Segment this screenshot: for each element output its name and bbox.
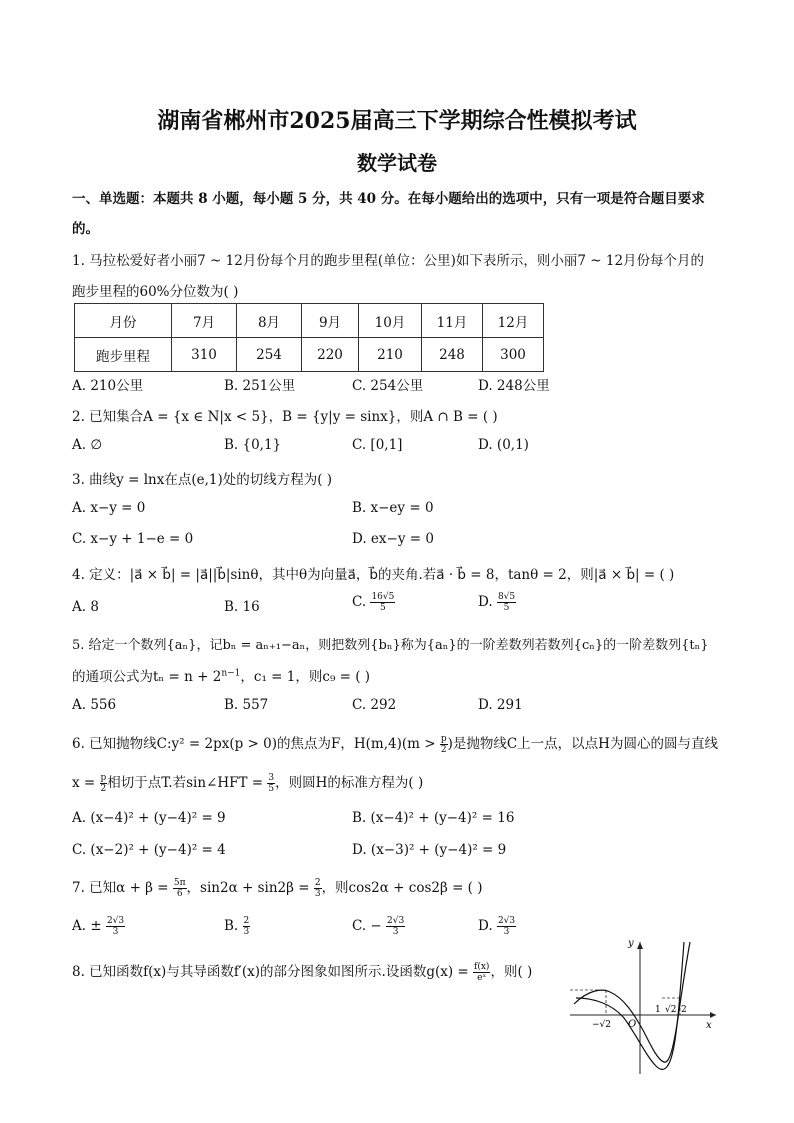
fraction — [173, 878, 187, 899]
fraction — [386, 916, 405, 937]
fraction — [370, 592, 395, 613]
q2-option-d[interactable]: D. (0,1) — [478, 437, 529, 453]
q1-option-d[interactable]: D. 248公里 — [478, 378, 550, 394]
fraction — [106, 916, 125, 937]
q6-option-c[interactable]: C. (x−2)² + (y−4)² = 4 — [72, 842, 226, 858]
fraction-denominator: 5 — [268, 784, 275, 794]
option-prefix: B. — [224, 918, 239, 934]
q3-option-d[interactable]: D. ex−y = 0 — [352, 531, 434, 547]
paper-title: 湖南省郴州市2025届高三下学期综合性模拟考试 — [157, 108, 637, 134]
q1-option-a[interactable]: A. 210公里 — [72, 378, 144, 394]
option-prefix: A. ± — [72, 918, 102, 934]
paper-subtitle: 数学试卷 — [357, 151, 437, 175]
fraction — [473, 962, 490, 983]
x-axis-arrow — [710, 1012, 716, 1018]
q7-option-d[interactable] — [478, 916, 516, 937]
fraction-denominator: 5 — [503, 603, 510, 613]
q4-option-b[interactable]: B. 16 — [224, 599, 260, 615]
q6-text-1a: 6. 已知抛物线C:y² = 2px(p > 0)的焦点为F，H(m,4)(m > — [72, 736, 436, 752]
table-cell: 300 — [483, 338, 544, 372]
q6-text-2b: 相切于点T.若sin∠HFT = — [107, 775, 264, 791]
q3-text: 3. 曲线y = lnx在点(e,1)处的切线方程为( ) — [72, 472, 333, 488]
q2-text: 2. 已知集合A = {x ∈ N|x < 5}，B = {y|y = sinx}，则A ∩ B = ( ) — [72, 409, 498, 425]
fraction — [440, 734, 448, 755]
q6-text-2 — [72, 771, 423, 794]
q7-text-c: ，则cos2α + cos2β = ( ) — [321, 880, 483, 896]
q1-text-2: 跑步里程的60%分位数为( ) — [72, 284, 239, 300]
q4-text: 4. 定义：|a⃗ × b⃗| = |a⃗||b⃗|sinθ，其中θ为向量a⃗，b⃗的夹角.若a⃗ · b⃗ = 8，tanθ = 2，则|a⃗ × b⃗| = ( ) — [72, 567, 675, 583]
q4-option-d[interactable] — [478, 592, 516, 613]
fraction-numerator: 2 — [243, 916, 250, 926]
tick-label: −√2 — [592, 1020, 612, 1030]
q1-mileage-table — [74, 303, 544, 372]
q5-exponent: n−1 — [221, 668, 241, 679]
q6-text-2a: x = — [72, 775, 96, 791]
q5-option-d[interactable]: D. 291 — [478, 697, 523, 713]
fraction-numerator: 2√3 — [387, 916, 405, 926]
q4-option-a[interactable]: A. 8 — [72, 599, 99, 615]
q7-option-b[interactable] — [224, 916, 250, 937]
table-cell: 310 — [172, 338, 237, 372]
fraction-numerator: f(x) — [474, 962, 490, 972]
fraction — [314, 878, 322, 899]
table-cell: 8月 — [237, 304, 302, 338]
q5-option-a[interactable]: A. 556 — [72, 697, 117, 713]
fraction-numerator: 3 — [268, 773, 275, 783]
table-cell: 月份 — [75, 304, 172, 338]
fraction-denominator: 3 — [392, 927, 399, 937]
fraction-denominator: 3 — [112, 927, 119, 937]
fraction-denominator: 2 — [100, 784, 107, 794]
q5-text-2 — [72, 665, 370, 685]
q6-option-d[interactable]: D. (x−3)² + (y−4)² = 9 — [352, 842, 507, 858]
table-cell: 210 — [359, 338, 422, 372]
q4-option-c[interactable] — [352, 592, 395, 613]
q3-option-a[interactable]: A. x−y = 0 — [72, 500, 146, 516]
q1-option-c[interactable]: C. 254公里 — [352, 378, 424, 394]
fraction — [267, 773, 275, 794]
tick-label: 2 — [681, 1005, 687, 1015]
table-cell: 254 — [237, 338, 302, 372]
fraction-numerator: 2√3 — [497, 916, 516, 926]
fraction-numerator: 2√3 — [106, 916, 125, 926]
q2-option-b[interactable]: B. {0,1} — [224, 437, 282, 453]
fraction-numerator: p — [440, 734, 447, 744]
table-cell: 220 — [302, 338, 359, 372]
q6-option-a[interactable]: A. (x−4)² + (y−4)² = 9 — [72, 810, 226, 826]
table-cell: 10月 — [359, 304, 422, 338]
fraction-denominator: 2 — [440, 745, 447, 755]
q3-option-c[interactable]: C. x−y + 1−e = 0 — [72, 531, 194, 547]
fraction-denominator: 5 — [380, 603, 386, 613]
q7-text-a: 7. 已知α + β = — [72, 880, 169, 896]
q6-text-1 — [72, 732, 718, 755]
fraction-numerator: 5π — [173, 878, 186, 888]
q5-text-2b: ，c₁ = 1，则c₉ = ( ) — [240, 669, 371, 685]
y-axis-arrow — [637, 942, 643, 949]
fraction-numerator: 8√5 — [497, 592, 516, 602]
q8-text-b: ，则( ) — [490, 964, 533, 980]
fraction-denominator: eˣ — [477, 973, 487, 983]
table-row — [75, 338, 544, 372]
table-cell: 248 — [422, 338, 483, 372]
fraction-denominator: 3 — [314, 889, 321, 899]
option-prefix: C. — [352, 594, 367, 610]
q2-option-a[interactable]: A. ∅ — [72, 437, 103, 453]
fraction-denominator: 3 — [503, 927, 510, 937]
q5-option-c[interactable]: C. 292 — [352, 697, 397, 713]
table-header-row — [75, 304, 544, 338]
q6-option-b[interactable]: B. (x−4)² + (y−4)² = 16 — [352, 810, 515, 826]
table-cell: 12月 — [483, 304, 544, 338]
q5-option-b[interactable]: B. 557 — [224, 697, 269, 713]
fraction — [497, 592, 516, 613]
q7-text-b: ，sin2α + sin2β = — [186, 880, 310, 896]
q8-text — [72, 960, 532, 983]
table-cell: 7月 — [172, 304, 237, 338]
fraction-numerator: 16√5 — [371, 592, 395, 602]
option-prefix: D. — [478, 918, 493, 934]
table-cell: 跑步里程 — [75, 338, 172, 372]
section-heading-cont: 的。 — [72, 221, 99, 237]
q8-text-a: 8. 已知函数f(x)与其导函数f′(x)的部分图象如图所示.设函数g(x) = — [72, 964, 469, 980]
function-curve-f — [574, 942, 690, 1062]
q5-text-1: 5. 给定一个数列{aₙ}，记bₙ = aₙ₊₁−aₙ，则把数列{bₙ}称为{aₙ}的一阶差数列若数列{cₙ}的一阶差数列{tₙ} — [72, 638, 709, 653]
q5-text-2a: 的通项公式为tₙ = n + 2 — [72, 669, 222, 685]
tick-label: 1 — [655, 1005, 661, 1015]
table-cell: 11月 — [422, 304, 483, 338]
x-axis-label: x — [706, 1020, 712, 1031]
y-axis-label: y — [628, 938, 634, 949]
q6-text-1b: )是抛物线C上一点，以点H为圆心的圆与直线 — [447, 736, 718, 752]
fraction — [497, 916, 516, 937]
q7-option-a[interactable] — [72, 916, 125, 937]
origin-label: O — [628, 1019, 637, 1030]
q7-option-c[interactable] — [352, 916, 405, 937]
q8-function-graph — [566, 934, 722, 1080]
q1-text-1: 1. 马拉松爱好者小丽7 ~ 12月份每个月的跑步里程(单位：公里)如下表所示，则小丽7 ~ 12月份每个月的 — [72, 253, 705, 269]
fraction — [243, 916, 251, 937]
fraction-numerator: p — [100, 773, 107, 783]
fraction-denominator: 6 — [176, 889, 183, 899]
option-prefix: C. − — [352, 918, 382, 934]
q1-option-b[interactable]: B. 251公里 — [224, 378, 296, 394]
table-cell: 9月 — [302, 304, 359, 338]
q7-text — [72, 876, 483, 899]
section-heading: 一、单选题：本题共 8 小题，每小题 5 分，共 40 分。在每小题给出的选项中，只有一项是符合题目要求 — [72, 191, 705, 207]
option-prefix: D. — [478, 594, 493, 610]
q2-option-c[interactable]: C. [0,1] — [352, 437, 403, 453]
q6-text-2c: ，则圆H的标准方程为( ) — [275, 775, 424, 791]
q3-option-b[interactable]: B. x−ey = 0 — [352, 500, 434, 516]
fraction-numerator: 2 — [314, 878, 321, 888]
tick-label: √2 — [665, 1005, 677, 1015]
fraction-denominator: 3 — [243, 927, 250, 937]
